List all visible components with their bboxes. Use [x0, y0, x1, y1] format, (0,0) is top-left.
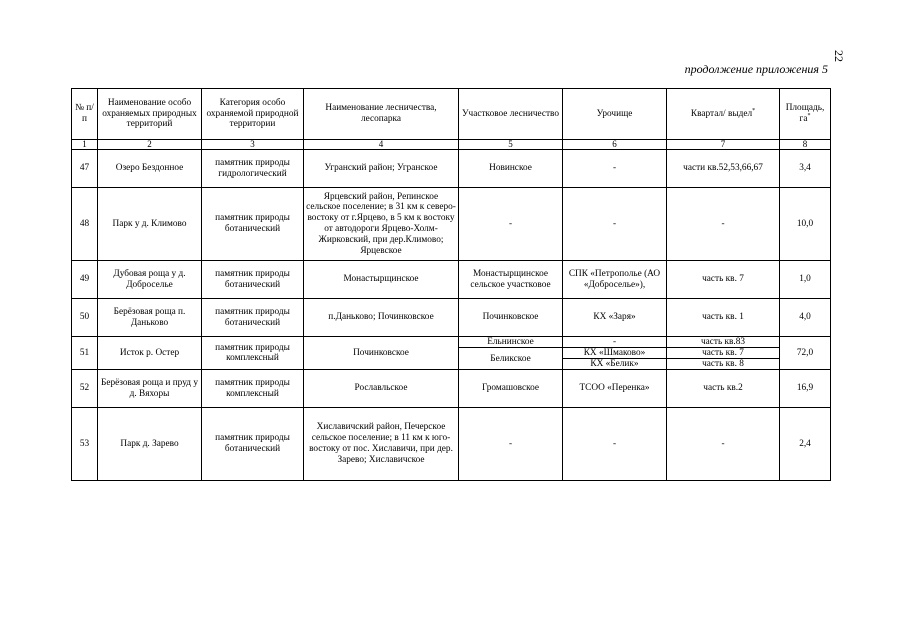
- quarter: часть кв. 1: [667, 299, 780, 337]
- column-number: 8: [780, 140, 831, 150]
- area-size: 72,0: [780, 337, 831, 370]
- tract: КХ «Белик»: [563, 359, 667, 370]
- header-row: [72, 89, 831, 140]
- area-name: Парк у д. Климово: [98, 188, 202, 261]
- area-size: 1,0: [780, 261, 831, 299]
- area-name: Озеро Бездонное: [98, 150, 202, 188]
- table-row: [72, 188, 831, 261]
- district-forestry: Новинское: [459, 150, 563, 188]
- header-area: Площадь, га*: [780, 89, 831, 140]
- area-category: памятник природы ботанический: [202, 299, 304, 337]
- tract: ТСОО «Перенка»: [563, 370, 667, 408]
- forestry-name: Рославльское: [304, 370, 459, 408]
- forestry-name: п.Даньково; Починковское: [304, 299, 459, 337]
- row-number: 51: [72, 337, 98, 370]
- table-row: [72, 299, 831, 337]
- area-category: памятник природы ботанический: [202, 408, 304, 481]
- quarter: -: [667, 188, 780, 261]
- header-number: № п/п: [72, 89, 98, 140]
- table-row: [72, 337, 831, 348]
- quarter: часть кв. 8: [667, 359, 780, 370]
- district-forestry: Починковское: [459, 299, 563, 337]
- quarter: -: [667, 408, 780, 481]
- forestry-name: Монастырщинское: [304, 261, 459, 299]
- area-size: 2,4: [780, 408, 831, 481]
- page-number: 22: [832, 50, 846, 62]
- area-category: памятник природы ботанический: [202, 188, 304, 261]
- column-number-row: [72, 140, 831, 150]
- district-forestry: Громашовское: [459, 370, 563, 408]
- quarter: часть кв.2: [667, 370, 780, 408]
- row-number: 47: [72, 150, 98, 188]
- area-category: памятник природы комплексный: [202, 337, 304, 370]
- table-row: [72, 408, 831, 481]
- district-forestry: Беликское: [459, 348, 563, 370]
- continuation-caption: продолжение приложения 5: [684, 62, 828, 76]
- column-number: 2: [98, 140, 202, 150]
- column-number: 1: [72, 140, 98, 150]
- quarter: часть кв. 7: [667, 348, 780, 359]
- header-quarter: Квартал/ выдел*: [667, 89, 780, 140]
- column-number: 7: [667, 140, 780, 150]
- district-forestry: -: [459, 188, 563, 261]
- area-size: 4,0: [780, 299, 831, 337]
- area-size: 3,4: [780, 150, 831, 188]
- protected-areas-table: [71, 88, 831, 481]
- area-category: памятник природы гидрологический: [202, 150, 304, 188]
- column-number: 3: [202, 140, 304, 150]
- table-row: [72, 370, 831, 408]
- tract: -: [563, 408, 667, 481]
- table-row: [72, 261, 831, 299]
- area-name: Берёзовая роща и пруд у д. Вяхоры: [98, 370, 202, 408]
- area-size: 10,0: [780, 188, 831, 261]
- tract: СПК «Петрополье (АО «Добросельe»),: [563, 261, 667, 299]
- header-category: Категория особо охраняемой природной территории: [202, 89, 304, 140]
- column-number: 5: [459, 140, 563, 150]
- forestry-name: Ярцевский район, Репинское сельское поселение; в 31 км к северо-востоку от г.Ярцево, в 5 км к востоку от автодороги Ярцево-Холм-Жирковский, при дер.Климово; Ярцевское: [304, 188, 459, 261]
- row-number: 53: [72, 408, 98, 481]
- forestry-name: Починковское: [304, 337, 459, 370]
- tract: -: [563, 337, 667, 348]
- tract: -: [563, 188, 667, 261]
- footnote-mark: *: [752, 107, 756, 114]
- column-number: 4: [304, 140, 459, 150]
- header-district: Участковое лесничество: [459, 89, 563, 140]
- row-number: 50: [72, 299, 98, 337]
- footnote-mark: *: [807, 112, 811, 119]
- header-forestry: Наименование лесничества, лесопарка: [304, 89, 459, 140]
- tract: КХ «Шмаково»: [563, 348, 667, 359]
- table-row: [72, 150, 831, 188]
- quarter: часть кв.83: [667, 337, 780, 348]
- column-number: 6: [563, 140, 667, 150]
- tract: КХ «Заря»: [563, 299, 667, 337]
- header-tract: Урочище: [563, 89, 667, 140]
- area-category: памятник природы ботанический: [202, 261, 304, 299]
- area-name: Берёзовая роща п. Даньково: [98, 299, 202, 337]
- area-size: 16,9: [780, 370, 831, 408]
- quarter: часть кв. 7: [667, 261, 780, 299]
- area-category: памятник природы комплексный: [202, 370, 304, 408]
- row-number: 48: [72, 188, 98, 261]
- area-name: Парк д. Зарево: [98, 408, 202, 481]
- district-forestry: Ельнинское: [459, 337, 563, 348]
- district-forestry: Монастырщинское сельское участковое: [459, 261, 563, 299]
- area-name: Дубовая роща у д. Добросельe: [98, 261, 202, 299]
- district-forestry: -: [459, 408, 563, 481]
- row-number: 52: [72, 370, 98, 408]
- quarter: части кв.52,53,66,67: [667, 150, 780, 188]
- area-name: Исток р. Остер: [98, 337, 202, 370]
- tract: -: [563, 150, 667, 188]
- row-number: 49: [72, 261, 98, 299]
- forestry-name: Угранский район; Угранское: [304, 150, 459, 188]
- header-name: Наименование особо охраняемых природных территорий: [98, 89, 202, 140]
- forestry-name: Хиславичский район, Печерское сельское поселение; в 11 км к юго-востоку от пос. Хиславичи, при дер. Зарево; Хиславичское: [304, 408, 459, 481]
